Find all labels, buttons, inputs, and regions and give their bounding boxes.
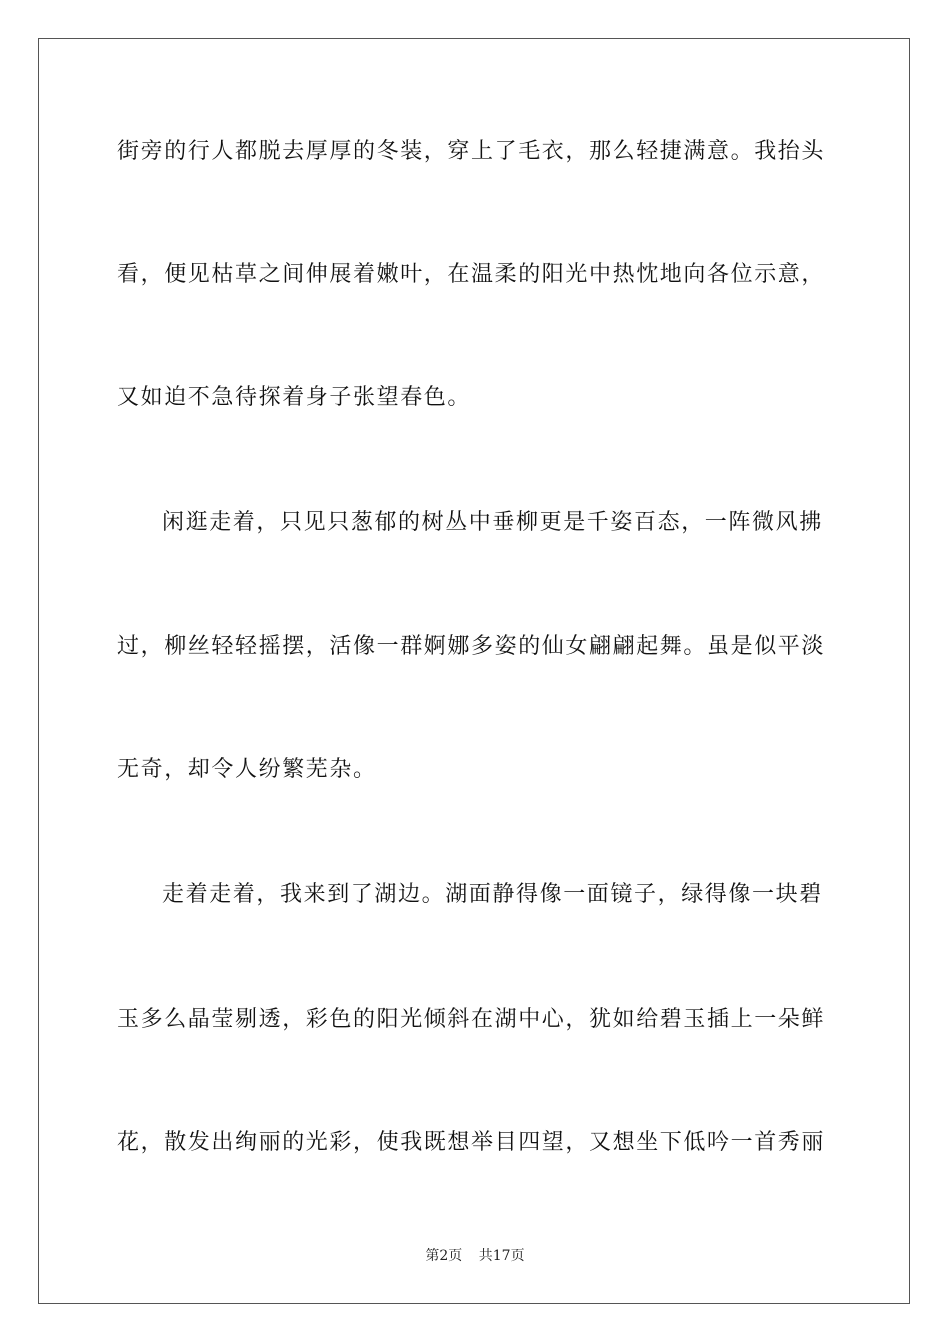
text-line: 过，柳丝轻轻摇摆，活像一群婀娜多姿的仙女翩翩起舞。虽是似平淡 [117,634,826,659]
text-line: 花，散发出绚丽的光彩，使我既想举目四望，又想坐下低吟一首秀丽 [117,1130,826,1155]
page-total: 共17页 [478,1248,525,1264]
text-line: 街旁的行人都脱去厚厚的冬装，穿上了毛衣，那么轻捷满意。我抬头 [117,139,826,164]
paragraph-start-line: 走着走着，我来到了湖边。湖面静得像一面镜子，绿得像一块碧 [162,882,823,907]
paragraph-start-line: 闲逛走着，只见只葱郁的树丛中垂柳更是千姿百态，一阵微风拂 [162,510,823,535]
text-line: 看，便见枯草之间伸展着嫩叶，在温柔的阳光中热忱地向各位示意， [117,262,826,287]
page-footer [0,1246,950,1266]
text-line: 又如迫不急待探着身子张望春色。 [117,385,472,410]
page-number: 第2页 [425,1248,463,1264]
page-frame [38,38,910,1304]
text-line: 玉多么晶莹剔透，彩色的阳光倾斜在湖中心，犹如给碧玉插上一朵鲜 [117,1007,826,1032]
text-line: 无奇，却令人纷繁芜杂。 [117,757,377,782]
